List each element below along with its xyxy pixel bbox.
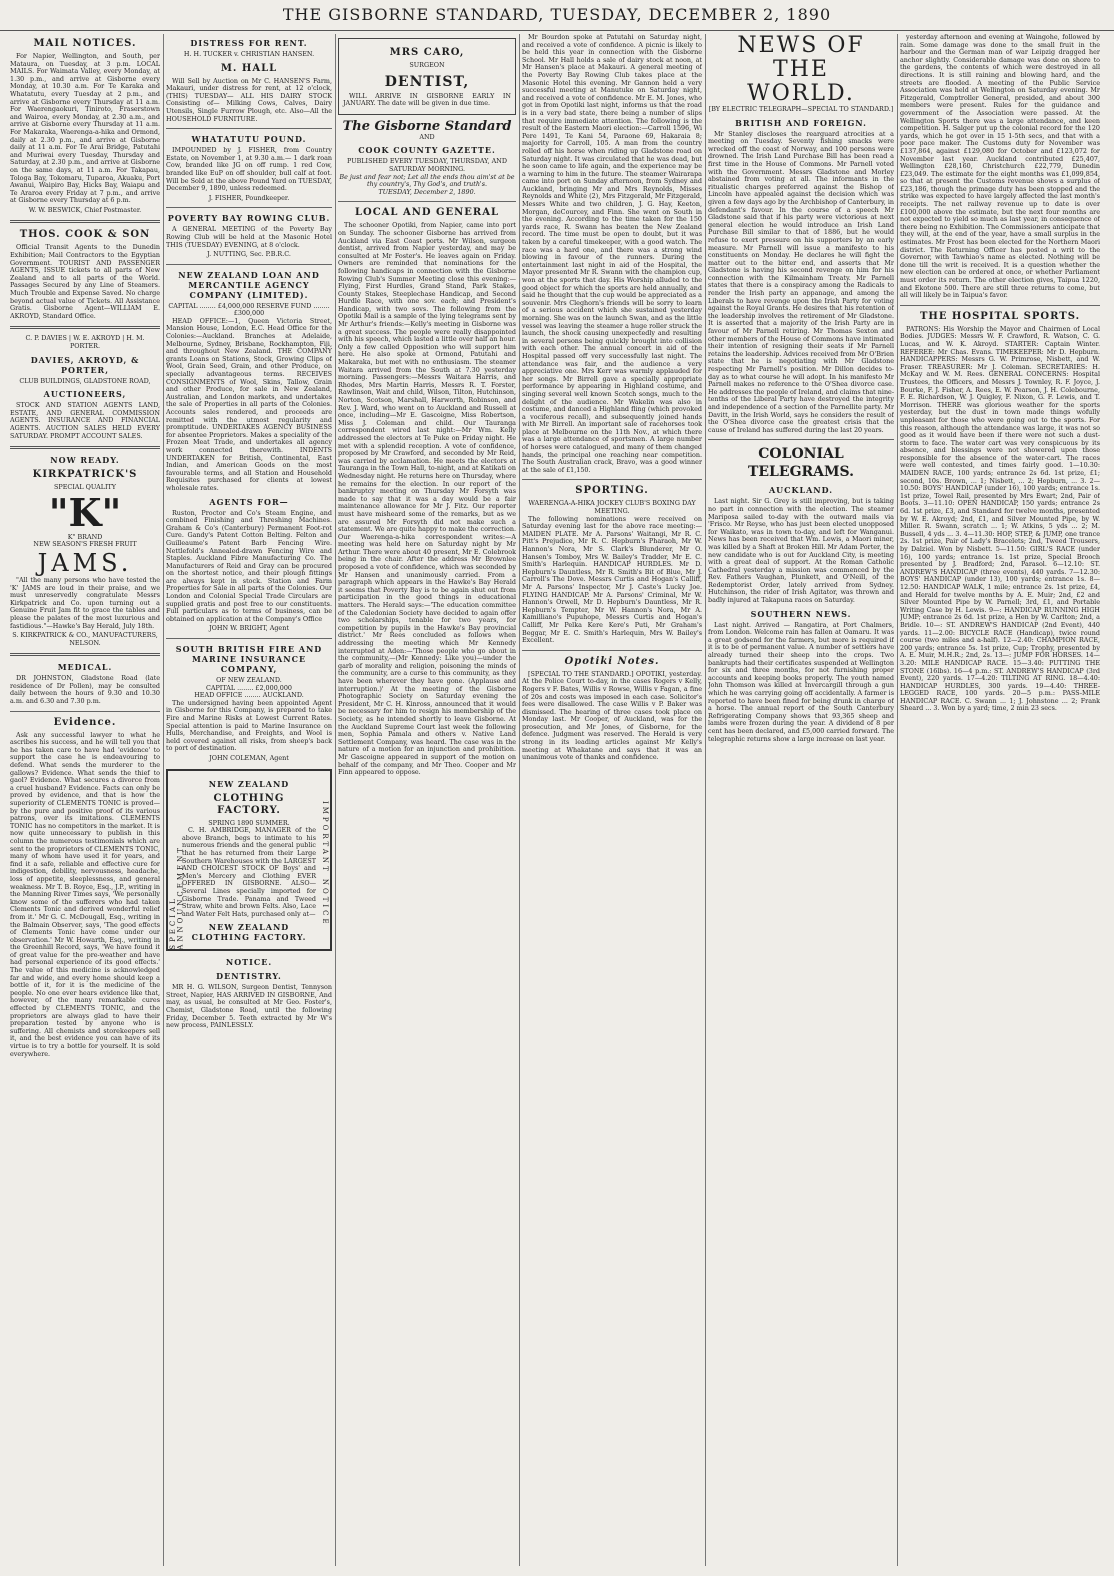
jams-heading: JAMS. (37, 548, 133, 577)
nzloan-heading: NEW ZEALAND LOAN AND MERCANTILE AGENCY COMPANY (LIMITED). (178, 269, 320, 300)
caro-sub: SURGEON (409, 61, 445, 69)
rowing-text: A GENERAL MEETING of the Poverty Bay Rowing Club will be held at the Masonic Hotel THIS (TUESDAY) EVENING, at 8 o'clock. (166, 225, 332, 249)
distress-heading: DISTRESS FOR RENT. (190, 38, 308, 48)
column-3 (338, 34, 516, 1564)
pound-sign: J. FISHER, Poundkeeper. (208, 193, 290, 202)
local-general-text: The schooner Opotiki, from Napier, came into port on Sunday. The schooner Gisborne has arrived from Auckland via East Coast ports. Mr Wilson, surgeon dentist, arrived from Napier yesterday, and may be consulted at Mr Foster's. He leaves again on Friday. Owners are reminded that nominations for the following handicaps in connection with the Gisborne Rowing Club's Summer Meeting close this evening:—Flying, First Hurdles, Grand Stand, Park Stakes, County Stakes, Steeplechase Handicap, and Second Hurdle Race, with one sov. each; and President's Handicap, with two sovs. The following from the Opotiki Mail is a sample of the lying telegrams sent by Mr Arthur's friends:—Kelly's meeting in Gisborne was a great success. The people were really disappointed with his speech, which lasted a little over half an hour. Only a few called Opposition who will support him here. He also spoke at Ormond, Patutahi and Makaraka, but met with no enthusiasm. The steamer Waitara arrived from the South at 7.30 yesterday morning. Passengers:—Messrs Waitara Harris, and Rhodes, Mrs Martin Harris, Messrs R. T. Forster, Rawlinson, Wait and child, Wilson, Tilton, Hutchinson, Norton, Scotson, Marshall, Harworth, Robinson, and Rev. J. Ward, who went on to Auckland and Russell at once, including—Mr E. Gascoigne, Miss Robertson, Miss J. Coleman and child. Our Tauranga correspondent wired last night:—Mr Wm. Kelly addressed the electors at Te Puke on Friday night. He met with a splendid reception. A vote of confidence, proposed by Mr Crawford, and seconded by Mr Reid, was carried by acclamation. He meets the electors at Tauranga in the Town Hall, to-night, and at Katikati on Wednesday night. He returns here on Thursday, where he remains for the election. In our report of the bankruptcy meeting on Thursday Mr Forsyth was made to say that it was a day would be a fair maintenance allowance for Mr J. Fitz. Our reporter must have misheard some of the remarks, but as we are assured Mr Forsyth did not make such a statement. We are quite happy to make the correction. Our Waerenga-a-hika correspondent writes:—A meeting was held here on Saturday night by Mr Arthur. There were about 40 present, Mr E. Colebrook being in the chair. After the address Mr Brownlee proposed a vote of confidence, which was seconded by Mr Hansen and unanimously carried. From a paragraph which appears in the Hawke's Bay Herald it seems that Poverty Bay is to be again shut out from participation in the good things in educational matters. The Herald says:—'The education committee of the Caledonian Society have decided to again offer two scholarships, tenable for two years, for competition by pupils in the Hawke's Bay provincial district.' Mr Rees concluded as follows when addressing the meeting which Mr Kennedy interrupted at Aden:—'Those people who go about in the community,—(Mr Kennedy: Like you)—under the garb of morality and religion, poisoning the minds of the community, are a curse to this community, as they have been wherever they have gone. (Applause and interruption.)' At the meeting of the Gisborne Photographic Society on Saturday evening the President, Mr C. H. Kinross, announced that it would be necessary for him to resign his membership of the Society, as he intended shortly to leave Gisborne. At the Auckland Supreme Court last week the following men, Sophia Pamala and others v. Native Land Settlement Company, was heard. The case was in the nature of a motion for an injunction and prohibition. Mr Gascoigne appeared in support of the motion on behalf of the company, and Mr Theo. Cooper and Mr Finn appeared to oppose. (338, 221, 516, 777)
clothing-factory-ad (166, 769, 332, 952)
evidence-text: Ask any successful lawyer to what he ascribes his success, and he will tell you that he has taken care to have had 'evidence' to support the case he is endeavouring to defend. What sends the murderer to the gallows? Evidence. What sends the thief to gaol? Evidence. What secures a divorce from a cruel husband? Evidence. Facts can only be proved by evidence, and that is how the superiority of CLEMENTS TONIC is proved—by the pure and positive proof of its various patrons, over its imitations. CLEMENTS TONIC has no competitors in the market. It is now quite unnecessary to publish in this column the numerous testimonials which are sent to the proprietors of CLEMENTS TONIC, many of whom have used it for years, and find it a safe, reliable and effective cure for indigestion, debility, nervousness, headache, loss of appetite, sleeplessness, and general weakness. Mr T. B. Royce, Esq., J.P., writing in the Manning River Times says, 'We personally know some of the sufferers who had taken Clements Tonic and derived wonderful relief from it.' Mr G. C. McDougall, Esq., writing in the Balmain Observer, says, 'The good effects of Clements Tonic have come under our observation.' Mr W. Howarth, Esq., writing in the Greenhill Record, says, 'We have found it of great value for the pre-weather and have had personal experience of its good effects.' The value of this medicine is acknowledged far and wide, and every home should keep a bottle of it, for it is the medicine of the people. No one ever hears evidence like that, however, of the many remarkable cures effected by CLEMENTS TONIC, and the proprietors are always glad to have their preparation tested by anyone who is suffering. All chemists and storekeepers sell it, and the best evidence you can have of its virtue is to try a bottle for yourself. It is sold everywhere. (10, 730, 160, 1058)
kirkpatrick-sub: SPECIAL QUALITY (54, 483, 116, 492)
mail-notices-text: For Napier, Wellington, and South, per Mataura, on Tuesday, at 3 p.m. LOCAL MAILS. For Waimata Valley, every Monday, at 1.30 p.m., and arrive at Gisborne every Monday, at 10.30 a.m. For Te Karaka and Whatatutu, every Tuesday at 2 p.m., and arrive at Gisborne every Thursday at 11 a.m. For Waerengaokuri, Tiniroto, Fraserstown and Wairoa, every Monday, at 2.30 a.m., and arrive at Gisborne every Thursday at 11 a.m. For Makaraka, Waerenga-a-hika and Ormond, daily at 2.30 p.m., and arrive at Gisborne daily at 11 a.m. For Te Arai Bridge, Patutahi and Muriwai every Tuesday, Thursday and Saturday, at 2.30 p.m., and arrive at Gisborne on the same days, at 11 a.m. For Takapau, Tologa Bay, Tokomaru, Tuparoa, Akuaku, Port Awanui, Waipiro Bay, Hicks Bay, Waiapu and Te Araroa every Friday at 7 p.m., and arrive at Gisborne every Thursday at 6 p.m. (10, 52, 160, 205)
divider (10, 446, 160, 449)
hospital-sports-heading: THE HOSPITAL SPORTS. (919, 310, 1081, 322)
evidence-heading: Evidence. (53, 716, 117, 728)
divider (522, 479, 702, 480)
hospital-sports-text: PATRONS: His Worship the Mayor and Chairmen of Local Bodies. JUDGES: Messrs W. F. Crawford, R. Watson, C. G. Lucas, and W. K. Akroyd. STARTER: Captain Winter. REFEREE: Mr Chas. Evans. TIMEKEEPER: Mr D. Hepburn. HANDICAPPERS: Messrs G. W. Primrose, Nisbett, and W. Fraser. TREASURER: Mr J. Coleman. SECRETARIES: H. McKay and W. M. Rees. GENERAL CONCERNS: Hospital Trustees, the Officers, and Messrs J. Townley, R. F. Joyce, J. Bourke, F. J. Fisher, A. Rees, E. W. Pearson, J. H. Colebourne, F. E. Richardson, W. J. Quigley, F. Nixon, G. F. Lewis, and T. Morrison. THERE was glorious weather for the sports yesterday, but the dust in town made things wofully unpleasant for those who were going out to the sports. For this reason, although the attendance was large, it was not so good as it would have been if there were not such a dust-storm to face. The water cart was very conspicuous by its absence, and blessings were not showered upon those responsible for the absence of the water-cart. The races were well contested, and times fairly good. 1—10.30: MAIDEN RACE, 100 yards; entrance 2s 6d. 1st prize, £1; second, 10s. Brown, ... 1; Nisbett, ... 2; Hepburn, ... 3. 2—10.50: BOYS' HANDICAP (under 16), 100 yards; entrance 1s. 1st prize, Towel Rail, presented by Mrs Ewart; 2nd, Pair of Boots. 3—11.10: OPEN HANDICAP, 150 yards; entrance 2s 6d. 1st prize, £3, and Standard for twelve months, presented by W. E. Akroyd; 2nd, £1, and Silver Mounted Pipe, by W. Miller. R. Swann, scratch ... 1; W. Atkins, 5 yds ... 2; M. Bussell, 4 yds ... 3. 4—11.30: HOP, STEP, & JUMP, one trance 2s. 1st prize, Pair of Lady's Bracelets; 2nd, Tweed Trousers, by Dalziel. Won by Nisbett. 5—11.50: GIRL'S RACE (under 16), 100 yards; entrance 1s. 1st prize, Special Brooch presented by J. Bradford; 2nd, Parasol. 6—12.10: ST. ANDREW'S HANDICAP (three events), 440 yards. 7—12.30: BOYS' HANDICAP (under 13), 100 yards; entrance 1s. 8—12.50: HANDICAP WALK, 1 mile; entrance 2s. 1st prize, £4, and Herald for twelve months by A. E. Muir; 2nd, £2 and Silver Mounted Pipe by W. Parnell; 3rd, £1, and Portable Writing Case by H. Lewis. 9—: HANDICAP RUNNING HIGH JUMP; entrance 2s 6d. 1st prize, a Hen by W. Carlton; 2nd, a Bridle. 10—: ST. ANDREW'S HANDICAP (2nd Event), 440 yards. 11—2.00: BICYCLE RACE (Handicap), twice round course (two miles and a-half). 12—2.40: CHAMPION RACE, 200 yards; entrance 5s. 1st prize, Cup; Trophy, presented by A. E. Muir, M.H.R.; 2nd, 2s. 13—: JUMP FOR HORSES. 14—3.20: MILE HANDICAP RACE. 15—3.40: PUTTING THE STONE (16lbs). 16—4 p.m.: ST. ANDREW'S HANDICAP (3rd Event), 220 yards. 17—4.20: TILTING AT RING. 18—4.40: HANDICAP HURDLES, 300 yards. 19—4.40: THREE-LEGGED RACE, 100 yards. 20—5 p.m.: PASS-MILE HANDICAP RACE. C. Swann ... 1; J. Johnstone ... 2; Frank Sheard ... 3. Won by a yard; time, 2 min 23 secs. (900, 324, 1100, 713)
k-brand-text: K" BRAND (67, 532, 103, 541)
auckland-text: Last night. Sir G. Grey is still improving, but is taking no part in connection with the election. The steamer Mariposa sailed to-day with the outward mails via 'Frisco. Mr Reyse, who has just been elected unopposed for Waikato, was in town to-day, and left for Wanganui. News has been received that Wm. Lewis, a Maori miner, was killed by a Shaft at Broken Hill. Mr Adam Porter, the new candidate who is out for Auckland City, is meeting with a great deal of support. At the Roman Catholic Cathedral yesterday a mission was commenced by the Rev. Fathers Vaughan, Plunkett, and O'Neill, of the Redemptorist Order, lately arrived from Sydney. Hutchinson, the rider of Irish Agitator, was thrown and badly injured at Takapuna races on Saturday. (708, 497, 894, 605)
mail-notices-heading: MAIL NOTICES. (33, 38, 137, 49)
cook-heading: THOS. COOK & SON (19, 229, 151, 241)
davies-sub: CLUB BUILDINGS, GLADSTONE ROAD, (19, 376, 151, 385)
cf-heading-2: CLOTHING FACTORY. (213, 792, 285, 816)
divider (166, 207, 332, 208)
davies-heading: DAVIES, AKROYD, & PORTER, (30, 354, 140, 375)
news-sub: [BY ELECTRIC TELEGRAPH—SPECIAL TO STANDARD.] (708, 105, 894, 113)
nzloan-text: HEAD OFFICE:—1, Queen Victoria Street, Mansion House, London, E.C. Head Office for the Colonies:—Auckland. Branches at Adelaide, Melbourne, Sydney, Brisbane, Rockhampton, Fiji, and throughout New Zealand. THE COMPANY grants Loans on Stations, Stock, Growing Clips of Wool, Grain Seed, Grain, and other Produce, on specially advantageous terms. RECEIVES CONSIGNMENTS of Wool, Skins, Tallow, Grain and other Produce, for sale in New Zealand, Australian, and London markets, and undertakes the sale of Properties in all parts of the Colonies. Accounts sales rendered, and proceeds are remitted with the utmost regularity and promptitude. UNDERTAKES AGENCY BUSINESS for absentee Proprietors. Makes a speciality of the Frozen Meat Trade, and undertakes all agency work connected therewith. INDENTS UNDERTAKEN for British, Continental, East Indian, and American Goods on the most favourable terms, and all Station and Household Requisites purchased for clients at lowest wholesale rates. (166, 316, 332, 492)
british-text: Mr Stanley discloses the rearguard atrocities at a meeting on Tuesday. Seventy fishing smacks were wrecked off the coast of Norway, and 100 persons were drowned. The Irish Land Purchase Bill has been read a first time in the House of Commons. Mr Parnell voted with the Government. Messrs Gladstone and Morley abstained from voting at all. The informants in the ritualistic charges preferred against the Bishop of Lincoln have appealed against the decision which was given a few days ago by the Archbishop of Canterbury, in defendant's favour. In the course of a speech Mr Gladstone said that if his party were victorious at next general election he would introduce an Irish Land Purchase Bill similar to that of 1886, but he would refuse to exert pressure on his supporters by an early measure. Mr Parnell will issue a manifesto to his constituents on Monday. He declares he will fight the matter out to the bitter end, and asserts that Mr Gladstone is having his second revenge on him for his connection with the Kilmainham Treaty. Mr Parnell states that there is a conspiracy among the Radicals to render the Irish party an appanage, and among the Liberals to have revenge upon the Irish Party for voting against the Royal Grants. He desires that his retention of the leadership involves the retirement of Mr Gladstone. It is asserted that a majority of the Irish Party are in favour of Mr Parnell retiring. Mr Thomas Sexton and other members of the House of Commons have intimated their intention of resigning their seats if Mr Parnell retains the leadership. Advices received from Mr O'Brien state that he is negotiating with Mr Gladstone respecting Mr Parnell's position. Mr Dillon decides to-day as to what course he will adopt. In his manifesto Mr Parnell makes no reference to the O'Shea divorce case. He addresses the people of Ireland, and claims that nine-tenths of the Liberal Party have destroyed the integrity and independence of a section of the Parnellite party. Mr Davitt, in the Irish World, says he considers the result of the O'Shea divorce case the greatest crisis that the cause of Ireland has suffered during the last 20 years. (708, 129, 894, 434)
caro-text: WILL ARRIVE IN GISBORNE EARLY IN JANUARY. The date will be given in due time. (343, 91, 511, 108)
southbrit-heading: SOUTH BRITISH FIRE AND MARINE INSURANCE COMPANY, (175, 644, 323, 675)
rowing-sign: J. NUTTING, Sec. P.B.R.C. (207, 250, 291, 259)
column-5 (708, 34, 894, 1564)
divider (166, 264, 332, 265)
column-4 (522, 34, 702, 1564)
paper-motto: Be just and fear not; Let all the ends thou aim'st at be thy country's, Thy God's, and truth's. (339, 172, 515, 189)
divider (10, 653, 160, 656)
pound-heading: WHATATUTU POUND. (191, 134, 307, 145)
kirkpatrick-company: S. KIRKPATRICK & CO., MANUFACTURERS, NELSON. (12, 631, 158, 647)
fresh-fruit-text: NEW SEASON'S FRESH FRUIT (33, 540, 137, 549)
column-6 (900, 34, 1100, 1564)
notice-heading: NOTICE. (225, 957, 273, 968)
cook-text: Official Transit Agents to the Dunedin Exhibition; Mail Contractors to the Egyptian Government. TOURIST AND PASSENGER AGENTS, ISSUE tickets to all parts of New Zealand and to all parts of the World. Passages Secured by any Line of Steamers. Much Trouble and Expense Saved. No charge beyond actual value of Tickets. All Assistance Gratis. Gisborne Agent—WILLIAM E. AKROYD, Standard Office. (10, 243, 160, 320)
column-divider (335, 34, 336, 1566)
local-general-continued: Mr Bourdon spoke at Patutahi on Saturday night, and received a vote of confidence. A picnic is likely to be held this year in connection with the Gisborne School. Mr Hall holds a sale of dairy stock at noon, at Mr Hansen's place at Makauri. A general meeting of the Poverty Bay Rowing Club takes place at the Masonic Hotel this evening. Mr Gannon held a very successful meeting at Manutuke on Saturday night, and received a vote of confidence. Mr E. M. Jones, who got in from Opotiki last night, informs us that the road is in a very bad state, there being a number of slips that require immediate attention. The following is the result of the Eastern Maori election:—Carroll 1596, Wi Pere 1491, Te Kani 54, Paraone 69, Hakaraia 8; majority for Carroll, 105. A man from the country rolled off his horse when riding up Gladstone road on Saturday night. It was circulated that he was dead, but he soon came to life again, and the experience may be a warning to him in the future. The steamer Wairarapa came into port on Sunday afternoon, from Sydney and Auckland, bringing Mr and Mrs Reynolds, Misses Reynolds and White (2), Mrs Fitzgerald, Mr Fitzgerald, Messrs White and two children, J. G. Hay, Keeton, Morgan, deCourcey, and Finn. She went on South in the evening. According to the time taken for the 150 yards race, R. Swann has beaten the New Zealand record. The time must be open to doubt, but it was taken by a careful timekeeper, with a good watch. The race was a hard one, and there was a strong wind blowing in favour of the runners. During the entertainment last night in aid of the Hospital, the Mayor presented Mr R. Swann with the champion cup, won at the sports that day. His Worship alluded to the good object for which the sports are held annually, and said he thought that the cup would be appreciated as a souvenir. Mrs Cleghorn's friends will be sorry to learn of a serious accident which she sustained yesterday morning. She was on the launch Swan, and as the little vessel was leaving the steamer a huge roller struck the launch, the shock causing unexpectedly and resulting in several persons being quickly brought into collision with each other. The annual concert in aid of the Hospital passed off very successfully last night. The attendance was fair, and the audience a very appreciative one. Mrs Kerr was warmly applauded for her songs. Mr Birrell gave a specially appropriate performance by appearing in Highland costume, and singing several well known Scotch songs, much to the delight of the audience. Mr Wakelin was also in costume, and danced a Highland fling (which provoked a vociferous recall), and subsequently joined hands with Mr Birrell. An important sale of racehorses took place at Melbourne on the 11th Nov., at which there was a large attendance of sportsmen. A large number of horses were catalogued, and many of them changed hands, the principal one reaching near competition. The South Australian crack, Bravo, was a good winner at the sale of £1,150. (522, 34, 702, 474)
medical-heading: MEDICAL. (57, 662, 113, 673)
southern-heading: SOUTHERN NEWS. (750, 608, 852, 619)
colonial-heading: COLONIAL TELEGRAMS. (747, 446, 855, 481)
divider (10, 326, 160, 329)
divider (522, 650, 702, 651)
cf-heading-1: NEW ZEALAND (208, 778, 290, 789)
column-divider (705, 34, 706, 1566)
caro-heading: MRS CARO, (389, 47, 465, 58)
mail-notices-sign: W. W. BESWICK, Chief Postmaster. (28, 205, 142, 214)
southbrit-capital: CAPITAL ........ £2,000,000 (205, 683, 292, 692)
now-ready: NOW READY. (50, 455, 120, 466)
column-1 (10, 34, 160, 1564)
sporting-sub: WAERENGA-A-HIKA JOCKEY CLUB'S BOXING DAY MEETING. (528, 499, 696, 516)
caro-dentist: DENTIST, (384, 73, 470, 90)
opotiki-heading: Opotiki Notes. (564, 655, 660, 667)
auckland-heading: AUCKLAND. (768, 485, 834, 496)
southern-text: Last night. Arrived — Rangatira, at Port Chalmers, from London. Welcome rain has fallen at Oamaru. It was a great godsend for the farmers, but more is required if it is to be of permanent value. A number of settlers have already turned their sheep into the crops. Two bankrupts had their certificates suspended at Wellington for six and three months, for not furnishing proper accounts and keeping books properly. The youth named John Thomson was killed at Invercargill through a gun which he was carrying going off accidentally. A farmer is reported to have been fined for being drunk in charge of a horse. The annual report of the South Canterbury Refrigerating Company shows that 93,365 sheep and lambs were frozen during the year. A dividend of 8 per cent has been declared, and £5,000 carried forward. The telegraphic returns show a large increase on last year. (708, 620, 894, 743)
paper-date: TUESDAY, December 2, 1890. (378, 187, 476, 196)
column-divider (897, 34, 898, 1566)
special-announcement-label: SPECIAL ANNOUNCEMENT (169, 844, 185, 950)
british-heading: BRITISH AND FOREIGN. (735, 117, 867, 128)
paper-subtitle: COOK COUNTY GAZETTE. (358, 145, 496, 156)
important-notice-label: IMPORTANT NOTICE (321, 800, 329, 927)
news-heading-1: NEWS OF THE (737, 34, 865, 82)
opotiki-text: [SPECIAL TO THE STANDARD.] OPOTIKI, yesterday. At the Police Court to-day, in the cases Rogers v Kelly, Rogers v F. Bates, Willis v Rowse, Willis v Fagan, a fine of 20s and costs was imposed in each case. Solicitor's fees were disallowed. The case Willis v P. Baker was dismissed. The hearing of three cases took place on Monday last. Mr Cooper, of Auckland, was for the prosecution, and Mr Jones, of Gisborne, for the defence. Judgment was reserved. The Herald is very strong in its leading articles against Mr Kelly's meeting at Whakatane and says that it was an unanimous vote of thanks and confidence. (522, 669, 702, 762)
caro-ad (338, 38, 516, 115)
masthead: THE GISBORNE STANDARD, TUESDAY, DECEMBER 2, 1890 (0, 0, 1114, 31)
southbrit-text: The undersigned having been appointed Agent in Gisborne for this Company, is prepared to take Fire and Marine Risks at Lowest Current Rates. Special attention is paid to Marine Insurance on Hulls, Merchandise, and Freights, and Wool is held covered against all risks, from sheep's back to port of destination. (166, 698, 332, 753)
davies-partners: C. P. DAVIES | W. E. AKROYD | H. M. PORTER. (25, 334, 145, 350)
divider (338, 201, 516, 202)
agents-sign: JOHN W. BRIGHT, Agent (209, 624, 289, 633)
hall-text: Will Sell by Auction on Mr C. HANSEN'S Farm, Makauri, under distress for rent, at 12 o'clock, (THIS) TUESDAY— ALL HIS DAIRY STOCK Consisting of— Milking Cows, Calves, Dairy Utensils, Single Furrow Plough, etc. Also—All the HOUSEHOLD FURNITURE. (166, 76, 332, 123)
divider (10, 220, 160, 223)
rowing-heading: POVERTY BAY ROWING CLUB. (167, 213, 331, 224)
divider (166, 128, 332, 129)
nzloan-capital: CAPITAL ........ £4,000,000 RESERVE FUND ........ £300,000 (168, 301, 330, 318)
medical-text: DR JOHNSTON, Gladstone Road (late residence of Dr Pollen), may be consulted daily between the hours of 9.30 and 10.30 a.m. and 6.30 and 7.30 p.m. (10, 674, 160, 706)
southbrit-sub: OF NEW ZEALAND. (216, 676, 282, 685)
cf-text: C. H. AMBRIDGE, MANAGER of the above Branch, begs to intimate to his numerous friends and the general public that he has returned from their Large Southern Warehouses with the LARGEST AND CHOICEST STOCK OF Boys' and Men's Mercery and Clothing EVER OFFERED IN GISBORNE. ALSO— Several Lines specially imported for Gisborne Trade. Panama and Tweed Straw, white and brown Felts. Also, Lace and Water Felt Hats, purchased only at— (182, 826, 316, 918)
divider (10, 711, 160, 712)
sporting-text: The following nominations were received on Saturday evening last for the above race meeting:— MAIDEN PLATE. Mr A. Parsons' Waitangi, Mr R. C. Pitt's Prejudice, Mr R. C. Hepburn's Pharaoh, Mr W. Hannon's Nora, Mr S. Clark's Blunderer, Mr O. Hansen's Tomboy, Mrs W. Bailey's Tradder, Mr E. C. Smith's Harlequin. HANDICAP HURDLES. Mr D. Hepburn's Dauntless, Mr R. Smith's Bit of Blue, Mr J. Carroll's The Dove. Messrs Curtis and Hogan's Calliff, Mr A. Parsons' Inspector, Mr J. Caste's Lucky Joe. FLYING HANDICAP. Mr A. Parsons' Criminal, Mr W. Hannon's Orwell, Mr D. Hepburn's Dauntless, Mr R. Hepburn's Tempter, Mr W. Hannon's Nora, Mr A. Kamilliano's Pupuhope, Messrs Curtis and Hogan's Calliff, Mr Pelka Kere Kere's Puti, Mr Graham's Beggar, Mr E. C. Smith's Harlequin, Mrs W. Bailey's Excellent. (522, 514, 702, 645)
auctioneers-text: STOCK AND STATION AGENTS LAND, ESTATE, AND GENERAL COMMISSION AGENTS. INSURANCE AND FINANCIAL AGENTS. AUCTION SALES HELD EVERY SATURDAY. PROMPT ACCOUNT SALES. (10, 401, 160, 440)
agents-heading: AGENTS FOR— (209, 496, 289, 507)
divider (166, 638, 332, 639)
agents-text: Ruston, Proctor and Co's Steam Engine, and combined Finishing and Threshing Machines. Graham & Co's (Canterbury) Permanent Foot-rot Cure. Gandy's Patent Cotton Belting. Felton and Guilleaume's Patent Barb Fencing Wire. Nettlefold's Annealed-drawn Fencing Wire and Staples. Auckland Fibre Manufacturing Co. The Manufacturers of Reid and Gray can be procured on the shortest notice, and their plough fittings are always kept in stock. Station and Farm Properties for Sale in all parts of the Colonies. Our London and Colonial Special Trade Circulars are supplied gratis and post free to our constituents. Full particulars as to terms of business, can be obtained on application at the Company's Office (166, 508, 332, 623)
southern-continued: yesterday afternoon and evening at Waingohe, followed by rain. Some damage was done to the small fruit in the harbour and the German man of war Leipzig dragged her anchor slightly. Considerable damage was done on shore to the gardens, the contents of which were destroyed in all directions. It is still raining and blowing hard, and the streets are flooded. A meeting of the Public Service Association was held at Wellington on Saturday evening. Mr Fitzgerald, Comptroller General, presided, and about 300 members were present. Rules for the guidance and government of the Association were passed. At the Wellington Sports there was a large attendance, and keen competition. H. Salger put up the colonial record for the 120 yards, which he got over in 15 1-5th secs, and that with a poor pace maker. The Customs duty for November was £137,864, against £129,080 for October and £123,072 for November last year. Auckland contributed £25,407, Wellington £28,160, Christchurch £22,779, Dunedin £23,049. The estimate for the eight months was £1,099,854, so that at present the Customs revenue shows a surplus of £23,186, though the primage duty has been stopped and the strike was expected to have largely affected the last month's receipts. The net railway revenue up to date is over £100,000 above the estimate, but the next four months are not expected to yield so much as last year, in consequence of there being no Exhibition. The Commissioners anticipate that they will, at the end of the year, have a small surplus in the estimates. Mr Frost has been elected for the Northern Maori district. The Returning Officer has posted a writ to the Governor, with Tawhiao's name as elected. Nothing will be done till the writ is received. It is a question whether the new election can be ordered at once, or whether Parliament must order its return. The other election gives, Taipua 1220, and Ekotone 500. There are still three returns to come, but all will likely be in Taipua's favor. (900, 34, 1100, 300)
paper-title: The Gisborne Standard (342, 118, 512, 134)
column-divider (519, 34, 520, 1566)
divider (900, 305, 1100, 306)
paper-publication: PUBLISHED EVERY TUESDAY, THURSDAY, AND SATURDAY MORNING. (347, 157, 507, 173)
news-heading-2: WORLD. (747, 81, 855, 106)
kirkpatrick-heading: KIRKPATRICK'S (32, 469, 138, 481)
local-general-heading: LOCAL AND GENERAL (354, 207, 500, 219)
southbrit-office: HEAD OFFICE ........ AUCKLAND. (194, 691, 304, 700)
pound-text: IMPOUNDED by J. FISHER, from Country Estate, on November 1, at 9.30 a.m.— 1 dark roan Cow, branded like JG on off rump. 1 red Cow, branded like EuP on off shoulder, bull calf at foot. Will be Sold at the above Pound Yard on TUESDAY, December 9, 1890, unless redeemed. (166, 146, 332, 193)
cf-footer: NEW ZEALAND CLOTHING FACTORY. (191, 922, 307, 943)
auctioneers-heading: AUCTIONEERS, (43, 389, 127, 400)
dentistry-heading: DENTISTRY. (216, 971, 282, 982)
jams-text: "All the many persons who have tested the 'K' JAMS are loud in their praise, and we must unreservedly congratulate Messrs Kirkpatrick and Co. upon turning out a Genuine Fruit Jam fit to grace the tables and please the palates of the most luxurious and fastidious."—Hawke's Bay Herald, July 18th. (10, 575, 160, 630)
column-divider (163, 34, 164, 1566)
paper-and: AND (419, 132, 435, 141)
k-brand-logo: "K" (48, 489, 122, 535)
hall-heading: M. HALL (220, 62, 278, 74)
divider (708, 439, 894, 440)
distress-sub: H. H. TUCKER v. CHRISTIAN HANSEN. (183, 50, 315, 58)
southbrit-sign: JOHN COLEMAN, Agent (209, 753, 289, 762)
dentistry-text: MR H. G. WILSON, Surgeon Dentist, Tennyson Street, Napier, HAS ARRIVED IN GISBORNE, And may, as usual, be consulted at Mr Geo. Foster's, Chemist, Gladstone Road, until the following Friday, December 5. Teeth extracted by Mr W's new process, PAINLESSLY. (166, 983, 332, 1030)
column-2 (166, 34, 332, 1564)
cf-season: SPRING 1890 SUMMER. (208, 818, 290, 827)
sporting-heading: SPORTING. (575, 485, 649, 497)
